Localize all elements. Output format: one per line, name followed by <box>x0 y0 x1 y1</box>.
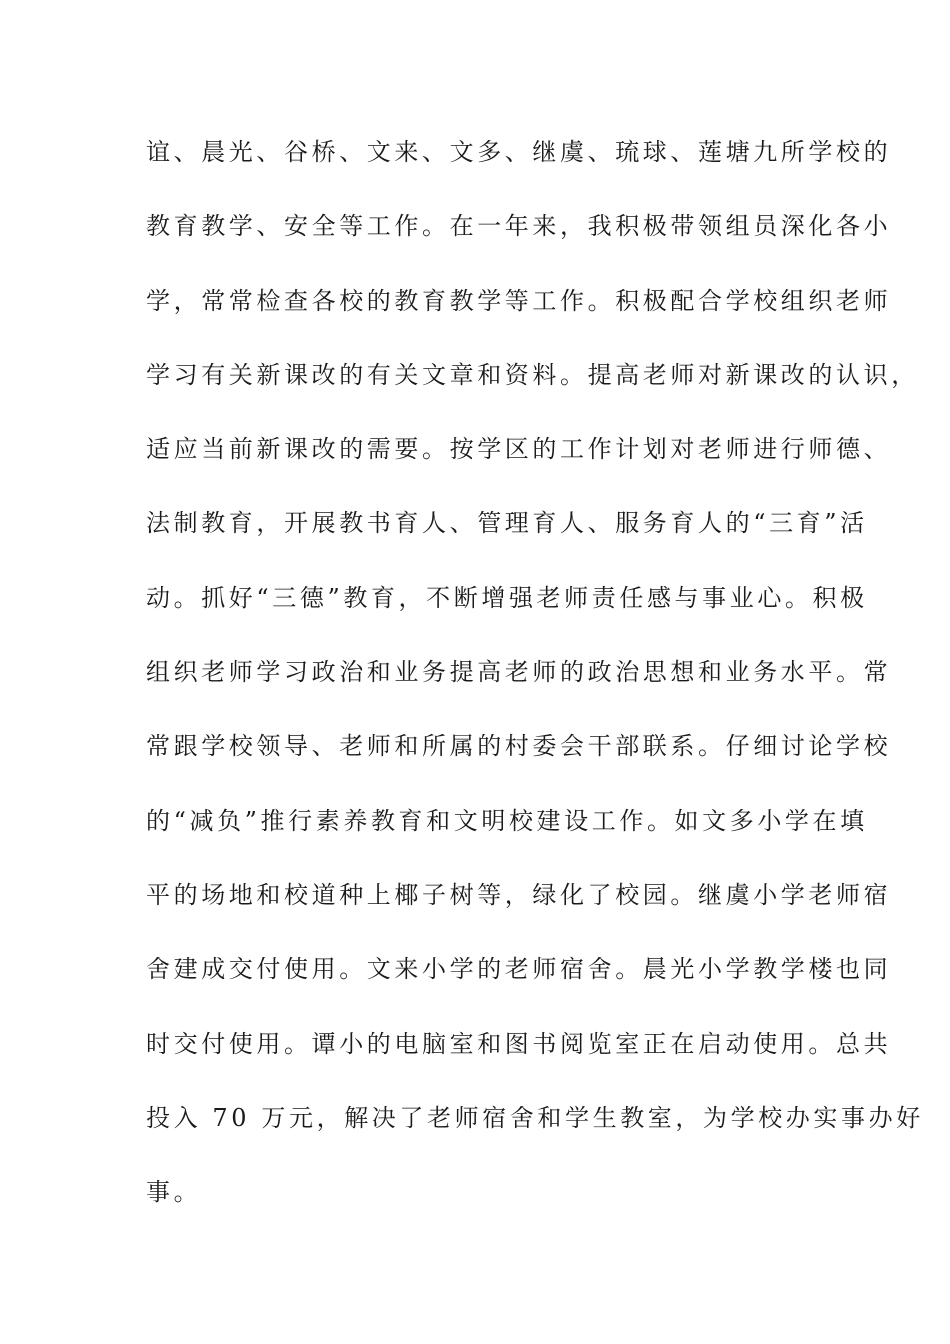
text-line: 谊、晨光、谷桥、文来、文多、继虞、琉球、莲塘九所学校的 <box>146 138 892 166</box>
text-line: 时交付使用。谭小的电脑室和图书阅览室正在启动使用。总共 <box>146 1029 892 1058</box>
text-line: 法制教育，开展教书育人、管理育人、服务育人的“三育”活 <box>146 509 868 538</box>
text-line: 常跟学校领导、老师和所属的村委会干部联系。仔细讨论学校 <box>146 732 892 761</box>
text-line: 组织老师学习政治和业务提高老师的政治思想和业务水平。常 <box>146 658 892 687</box>
text-line: 舍建成交付使用。文来小学的老师宿舍。晨光小学教学楼也同 <box>146 955 892 984</box>
text-line: 教育教学、安全等工作。在一年来，我积极带领组员深化各小 <box>146 212 892 241</box>
text-line: 平的场地和校道种上椰子树等，绿化了校园。继虞小学老师宿 <box>146 880 892 909</box>
text-line: 适应当前新课改的需要。按学区的工作计划对老师进行师德、 <box>146 435 892 464</box>
text-line: 动。抓好“三德”教育，不断增强老师责任感与事业心。积极 <box>146 583 868 612</box>
text-line: 学，常常检查各校的教育教学等工作。积极配合学校组织老师 <box>146 286 892 315</box>
text-line: 的“减负”推行素养教育和文明校建设工作。如文多小学在填 <box>146 806 868 835</box>
text-line: 投入 70 万元，解决了老师宿舍和学生教室，为学校办实事办好 <box>146 1103 924 1132</box>
text-line: 学习有关新课改的有关文章和资料。提高老师对新课改的认识， <box>146 360 919 389</box>
text-line: 事。 <box>146 1178 202 1207</box>
body-text <box>146 126 924 1240</box>
